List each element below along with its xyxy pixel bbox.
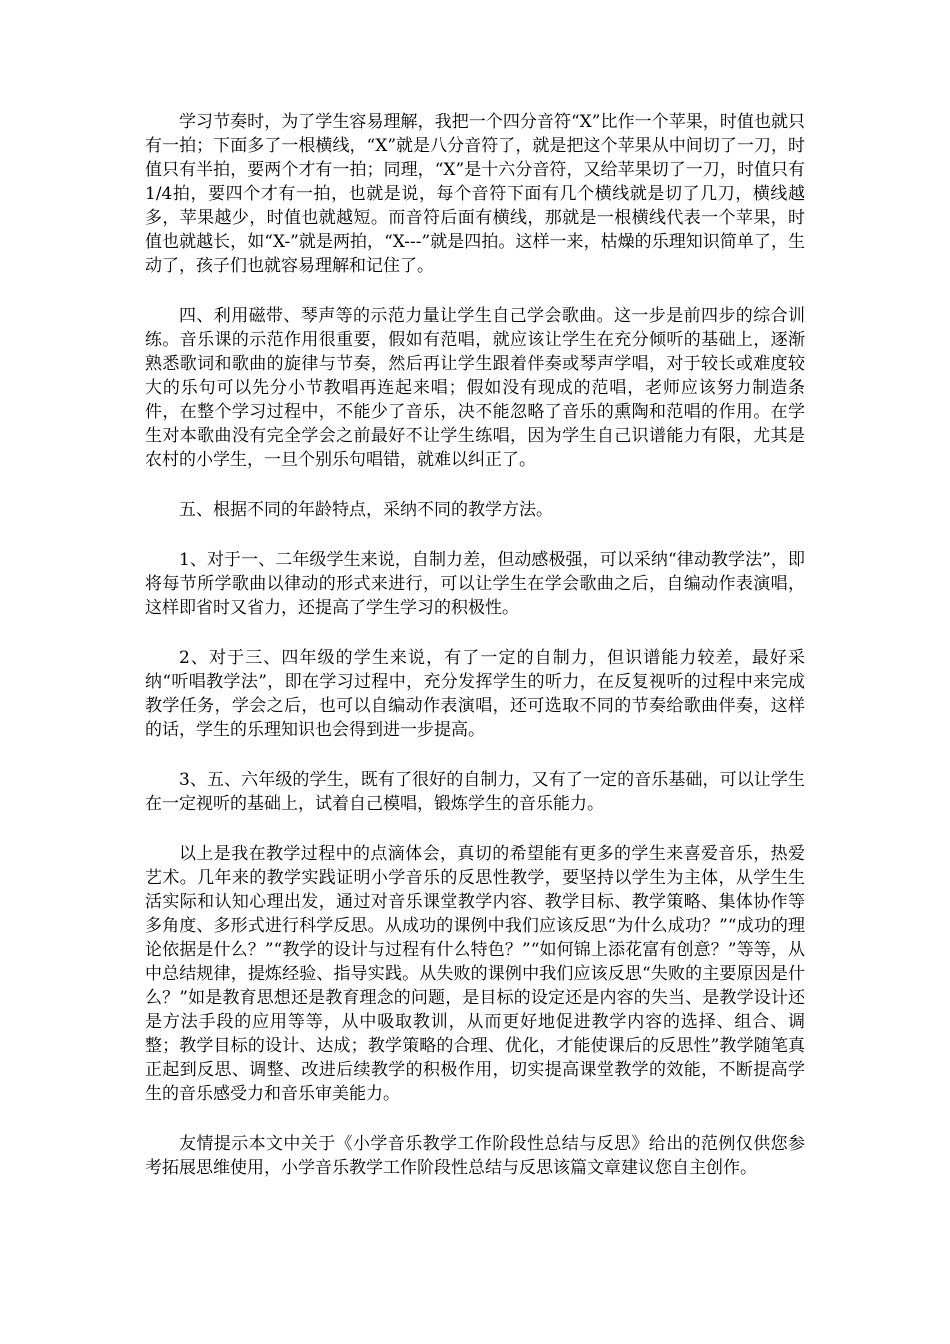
paragraph-grade-one-two: 1、对于一、二年级学生来说，自制力差，但动感极强，可以采纳“律动教学法”，即将每节所学歌曲以律动的形式来进行，可以让学生在学会歌曲之后，自编动作表演唱，这样即省时又省力，还提高了学生学习的积极性。	[145, 550, 805, 618]
paragraph-friendly-note: 友情提示本文中关于《小学音乐教学工作阶段性总结与反思》给出的范例仅供您参考拓展思维使用，小学音乐教学工作阶段性总结与反思该篇文章建议您自主创作。	[145, 1134, 805, 1178]
paragraph-grade-three-four: 2、对于三、四年级的学生来说，有了一定的自制力，但识谱能力较差，最好采纳“听唱教学法”，即在学习过程中，充分发挥学生的听力，在反复视听的过程中来完成教学任务，学会之后，也可以自编动作表演唱，还可选取不同的节奏给歌曲伴奏，这样的话，学生的乐理知识也会得到进一步提高。	[145, 648, 805, 740]
paragraph-reflection: 以上是我在教学过程中的点滴体会，真切的希望能有更多的学生来喜爱音乐，热爱艺术。几年来的教学实践证明小学音乐的反思性教学，要坚持以学生为主体，从学生生活实际和认知心理出发，通过对音乐课堂教学内容、教学目标、教学策略、集体协作等多角度、多形式进行科学反思。从成功的课例中我们应该反思“为什么成功？”“成功的理论依据是什么？”“教学的设计与过程有什么特色？”“如何锦上添花富有创意？”等等，从中总结规律，提炼经验、指导实践。从失败的课例中我们应该反思“失败的主要原因是什么？”如是教育思想还是教育理念的问题，是目标的设定还是内容的失当、是教学设计还是方法手段的应用等等，从中吸取教训，从而更好地促进教学内容的选择、组合、调整；教学目标的设计、达成；教学策略的合理、优化，才能使课后的反思性”教学随笔真正起到反思、调整、改进后续教学的积极作用，切实提高课堂教学的效能，不断提高学生的音乐感受力和音乐审美能力。	[145, 844, 805, 1104]
paragraph-rhythm-teaching: 学习节奏时，为了学生容易理解，我把一个四分音符“X”比作一个苹果，时值也就只有一拍；下面多了一根横线，“X”就是八分音符了，就是把这个苹果从中间切了一刀，时值只有半拍，要两个才有一拍；同理，“X”是十六分音符，又给苹果切了一刀，时值只有1/4拍，要四个才有一拍，也就是说，每个音符下面有几个横线就是切了几刀，横线越多，苹果越少，时值也就越短。而音符后面有横线，那就是一根横线代表一个苹果，时值也就越长，如“X-”就是两拍，“X---”就是四拍。这样一来，枯燥的乐理知识简单了，生动了，孩子们也就容易理解和记住了。	[145, 112, 805, 276]
paragraph-section-four: 四、利用磁带、琴声等的示范力量让学生自己学会歌曲。这一步是前四步的综合训练。音乐课的示范作用很重要，假如有范唱，就应该让学生在充分倾听的基础上，逐渐熟悉歌词和歌曲的旋律与节奏，然后再让学生跟着伴奏或琴声学唱，对于较长或难度较大的乐句可以先分小节教唱再连起来唱；假如没有现成的范唱，老师应该努力制造条件，在整个学习过程中，不能少了音乐，决不能忽略了音乐的熏陶和范唱的作用。在学生对本歌曲没有完全学会之前最好不让学生练唱，因为学生自己识谱能力有限，尤其是农村的小学生，一旦个别乐句唱错，就难以纠正了。	[145, 306, 805, 470]
paragraph-grade-five-six: 3、五、六年级的学生，既有了很好的自制力，又有了一定的音乐基础，可以让学生在一定视听的基础上，试着自己模唱，锻炼学生的音乐能力。	[145, 770, 805, 814]
paragraph-section-five-heading: 五、根据不同的年龄特点，采纳不同的教学方法。	[179, 500, 553, 520]
document-body	[145, 110, 805, 1206]
